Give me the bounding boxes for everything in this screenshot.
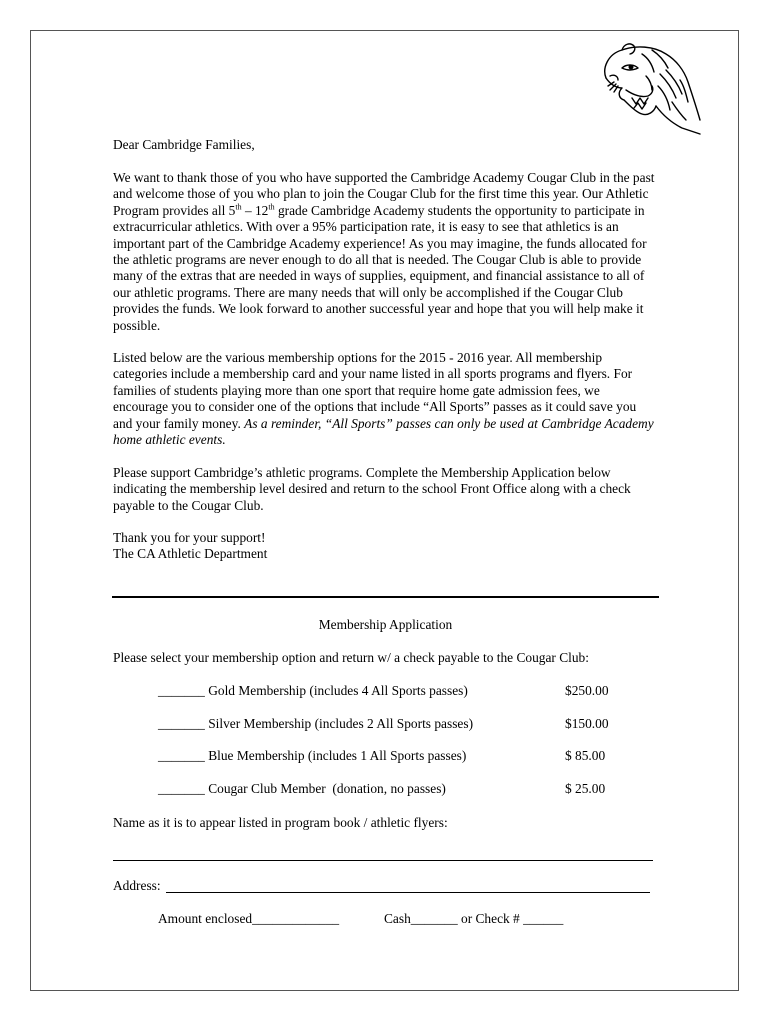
membership-options-paragraph: Listed below are the various membership options for the 2015 - 2016 year. All membership categories include a membership card and your name listed in all sports programs and flyers. For families of students playing more than one sport that require home gate admission fees, we encourage you to consider one of the options that include “All Sports” passes as it could save you and your family money. As a reminder, “All Sports” passes can only be used at Cambridge Academy home athletic events. <box>113 350 654 448</box>
price-gold: $250.00 <box>565 683 609 698</box>
closing <box>113 530 658 563</box>
signature-line: The CA Athletic Department <box>113 546 268 562</box>
price-cougar-club-member: $ 25.00 <box>565 781 606 796</box>
price-silver: $150.00 <box>565 716 609 731</box>
price-blue: $ 85.00 <box>565 748 606 763</box>
amount-enclosed-field[interactable]: Amount enclosed_____________ <box>158 911 340 926</box>
intro-paragraph: We want to thank those of you who have supported the Cambridge Academy Cougar Club in the past and welcome those of you who plan to join the Cougar Club for the first time this year. Our Athletic Program provides all 5th – 12th grade Cambridge Academy students the opportunity to participate in extracurricular athletics. With over a 95% participation rate, it is easy to see that athletics is an important part of the Cambridge Academy experience! As you may imagine, the funds allocated for the athletic programs are never enough to do all that is needed. The Cougar Club is able to provide many of the extras that are needed in ways of supplies, equipment, and financial assistance to all of our athletic programs. There are many needs that will only be accomplished if the Cougar Club provides the funds. We look forward to another successful year and hope that you will help make it possible. <box>113 170 655 333</box>
section-divider <box>112 596 659 598</box>
address-label: Address: <box>113 878 161 893</box>
support-paragraph: Please support Cambridge’s athletic programs. Complete the Membership Application below indicating the membership level desired and return to the school Front Office along with a check payable to the Cougar Club. <box>113 465 631 513</box>
option-blue[interactable]: _______ Blue Membership (includes 1 All Sports passes) <box>158 748 467 763</box>
reminder-note: As a reminder, “All Sports” passes can only be used at Cambridge Academy home athletic events. <box>113 415 654 448</box>
option-cougar-club-member[interactable]: _______ Cougar Club Member (donation, no passes) <box>158 781 446 796</box>
name-field-line[interactable] <box>113 860 653 861</box>
thanks-line: Thank you for your support! <box>113 530 266 545</box>
cougar-head-icon <box>596 40 704 136</box>
address-field-line[interactable] <box>166 892 650 893</box>
option-gold[interactable]: _______ Gold Membership (includes 4 All Sports passes) <box>158 683 468 698</box>
salutation: Dear Cambridge Families, <box>113 137 255 152</box>
application-title: Membership Application <box>318 617 453 632</box>
option-silver[interactable]: _______ Silver Membership (includes 2 All Sports passes) <box>158 716 474 731</box>
name-label: Name as it is to appear listed in program book / athletic flyers: <box>113 815 448 830</box>
payment-method-field[interactable]: Cash_______ or Check # ______ <box>384 911 564 926</box>
application-instructions: Please select your membership option and return w/ a check payable to the Cougar Club: <box>113 650 589 665</box>
